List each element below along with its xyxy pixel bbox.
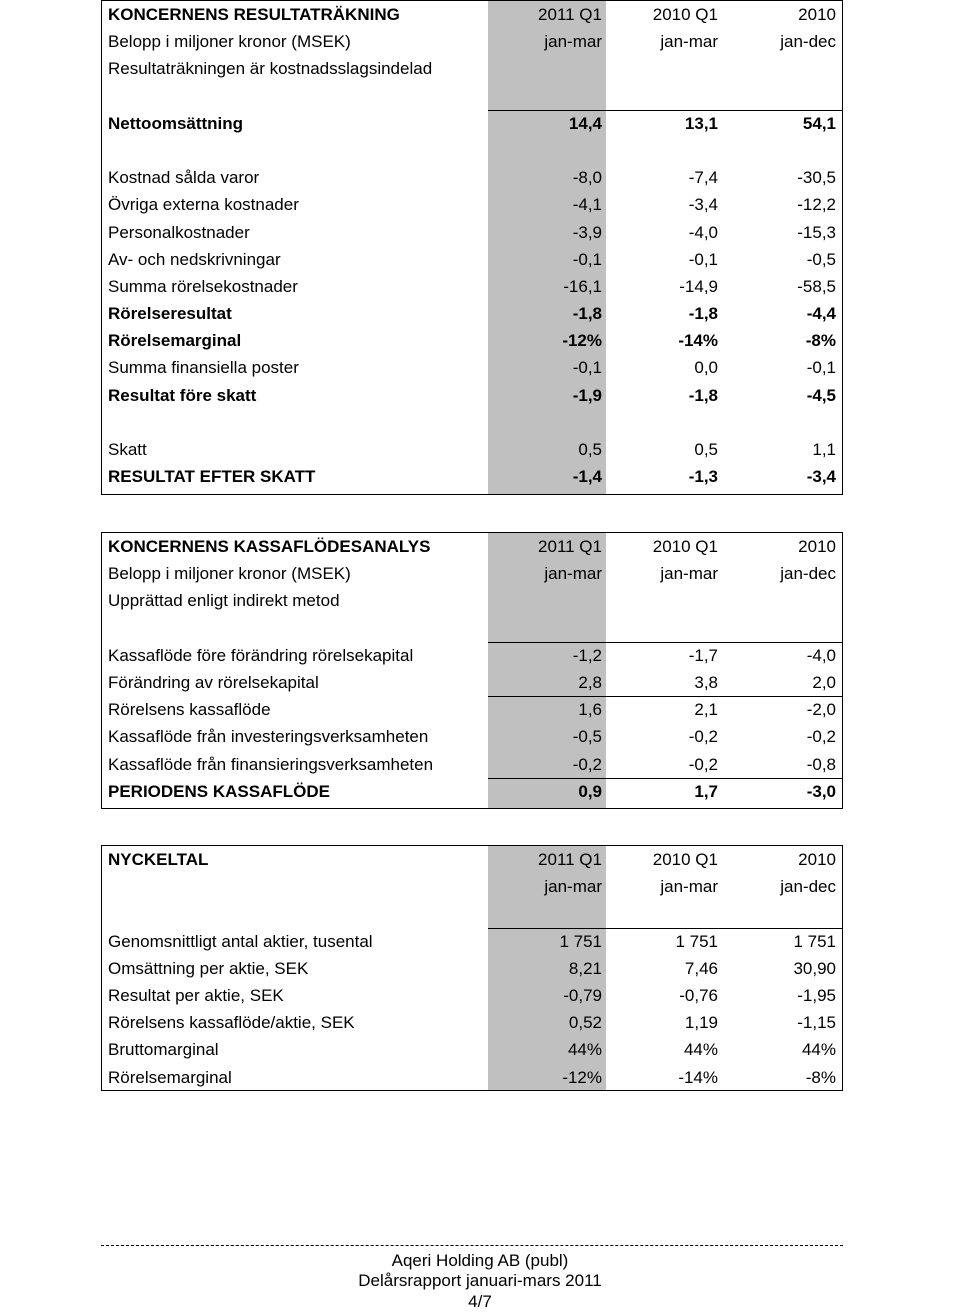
cell-value: 30,90 (793, 958, 836, 978)
column-header-prior: 2010 Q1 (652, 850, 718, 869)
table-note: Resultaträkningen är kostnadsslagsindelad (108, 59, 433, 79)
cell-value: 0,5 (578, 440, 602, 459)
cell-value: -12% (562, 1067, 602, 1087)
cell-value: -0,2 (688, 727, 718, 747)
row-label: Kassaflöde före förändring rörelsekapital (108, 645, 414, 665)
column-header-current: 2011 Q1 (538, 850, 602, 869)
cell-value: -4,5 (806, 385, 836, 405)
row-label: PERIODENS KASSAFLÖDE (108, 781, 330, 801)
table-row (102, 191, 842, 218)
cell-value: -0,1 (806, 358, 836, 378)
table-row (102, 436, 842, 463)
table-header-row (102, 28, 842, 55)
row-label: Rörelsemarginal (108, 1067, 232, 1087)
cell-value: -8,0 (572, 168, 602, 188)
period-label: jan-mar (544, 877, 602, 897)
table-title: KONCERNENS RESULTATRÄKNING (108, 5, 400, 24)
footer-divider (101, 1245, 843, 1246)
cell-value: -30,5 (797, 168, 836, 188)
cell-value: 13,1 (684, 113, 718, 133)
cell-value: -1,7 (688, 645, 718, 665)
cell-value: -8% (805, 1067, 836, 1087)
row-label: Bruttomarginal (108, 1040, 219, 1060)
cell-value: -16,1 (563, 276, 602, 296)
row-label: Av- och nedskrivningar (108, 249, 281, 269)
cell-value: 44% (683, 1040, 718, 1060)
period-label: jan-dec (780, 32, 836, 52)
cash-flow-table (101, 532, 843, 809)
period-label: jan-mar (660, 877, 718, 897)
cell-value: 2,1 (694, 700, 718, 720)
cell-value: 2,0 (812, 672, 836, 692)
cell-value: 0,5 (694, 440, 718, 459)
row-label: Resultat per aktie, SEK (108, 985, 284, 1005)
cell-value: -4,0 (688, 222, 718, 242)
cell-value: 0,9 (578, 781, 602, 801)
table-row (102, 778, 842, 805)
table-header-row (102, 587, 842, 614)
row-label: Summa finansiella poster (108, 358, 299, 378)
table-row (102, 642, 842, 669)
cell-value: 7,46 (684, 958, 718, 978)
table-row (102, 463, 842, 490)
cell-value: -12% (562, 331, 602, 351)
cell-value: -8% (805, 331, 836, 351)
table-header-row (102, 560, 842, 587)
cell-value: 2,8 (578, 672, 602, 692)
period-label: jan-dec (780, 877, 836, 897)
cell-value: -1,95 (797, 985, 836, 1005)
cell-value: -0,1 (572, 249, 602, 269)
table-row (102, 354, 842, 381)
cell-value: -15,3 (797, 222, 836, 242)
table-note: Upprättad enligt indirekt metod (108, 591, 340, 611)
cell-value: -3,0 (806, 781, 836, 801)
cell-value: -1,8 (572, 304, 602, 324)
cell-value: -58,5 (797, 276, 836, 296)
period-label: jan-mar (544, 564, 602, 584)
column-header-current: 2011 Q1 (538, 5, 602, 24)
table-row (102, 982, 842, 1009)
cell-value: -1,8 (688, 304, 718, 324)
cell-value: 0,52 (568, 1013, 602, 1033)
column-header-current: 2011 Q1 (538, 537, 602, 556)
cell-value: -0,79 (563, 985, 602, 1005)
table-row (102, 219, 842, 246)
table-title: NYCKELTAL (108, 850, 209, 869)
cell-value: -0,2 (572, 754, 602, 774)
cell-value: 44% (801, 1040, 836, 1060)
table-row (102, 723, 842, 750)
table-row (102, 327, 842, 354)
cell-value: 1,1 (812, 440, 836, 459)
cell-value: 3,8 (694, 672, 718, 692)
cell-value: 14,4 (568, 113, 602, 133)
cell-value: 0,0 (694, 358, 718, 378)
row-label: Genomsnittligt antal aktier, tusental (108, 931, 373, 951)
row-label: Kostnad sålda varor (108, 168, 260, 188)
table-row (102, 751, 842, 778)
cell-value: -0,5 (806, 249, 836, 269)
column-header-full-year: 2010 (798, 850, 836, 869)
cell-value: -0,1 (572, 358, 602, 378)
table-row (102, 110, 842, 137)
row-label: Övriga externa kostnader (108, 195, 299, 215)
column-header-full-year: 2010 (798, 537, 836, 556)
row-label: Nettoomsättning (108, 113, 244, 133)
row-label: Rörelseresultat (108, 304, 232, 324)
cell-value: 1,7 (694, 781, 718, 801)
table-row (102, 164, 842, 191)
cell-value: 1,19 (684, 1013, 718, 1033)
table-row (102, 246, 842, 273)
table-row (102, 273, 842, 300)
period-label: jan-mar (660, 564, 718, 584)
table-row (102, 696, 842, 723)
table-row (102, 669, 842, 696)
cell-value: -1,2 (572, 645, 602, 665)
cell-value: 44% (567, 1040, 602, 1060)
table-subtitle: Belopp i miljoner kronor (MSEK) (108, 32, 351, 52)
table-row (102, 300, 842, 327)
cell-value: -0,1 (688, 249, 718, 269)
cell-value: -3,4 (806, 467, 836, 487)
period-label: jan-mar (660, 32, 718, 52)
table-header-row (102, 846, 842, 873)
period-label: jan-dec (780, 564, 836, 584)
cell-value: -3,4 (688, 195, 718, 215)
column-header-prior: 2010 Q1 (652, 5, 718, 24)
row-label: Kassaflöde från finansieringsverksamheten (108, 754, 434, 774)
table-header-row (102, 533, 842, 560)
cell-value: -14% (678, 331, 718, 351)
table-row (102, 1009, 842, 1036)
cell-value: -0,2 (806, 727, 836, 747)
footer-report-title: Delårsrapport januari-mars 2011 (358, 1271, 602, 1290)
cell-value: 1 751 (559, 931, 602, 951)
cell-value: -0,2 (688, 754, 718, 774)
row-label: Omsättning per aktie, SEK (108, 958, 309, 978)
cell-value: -14% (678, 1067, 718, 1087)
row-label: Rörelsens kassaflöde (108, 700, 271, 720)
row-label: Skatt (108, 440, 147, 459)
row-label: Resultat före skatt (108, 385, 257, 405)
period-label: jan-mar (544, 32, 602, 52)
cell-value: -3,9 (572, 222, 602, 242)
row-label: Förändring av rörelsekapital (108, 672, 319, 692)
table-title: KONCERNENS KASSAFLÖDESANALYS (108, 537, 431, 556)
cell-value: -0,5 (572, 727, 602, 747)
cell-value: 1 751 (793, 931, 836, 951)
column-header-full-year: 2010 (798, 5, 836, 24)
cell-value: -7,4 (688, 168, 718, 188)
cell-value: -1,8 (688, 385, 718, 405)
cell-value: -1,3 (688, 467, 718, 487)
table-header-row (102, 1, 842, 28)
cell-value: 1 751 (675, 931, 718, 951)
table-row (102, 928, 842, 955)
income-statement-table (101, 0, 843, 495)
cell-value: -12,2 (797, 195, 836, 215)
row-label: RESULTAT EFTER SKATT (108, 467, 316, 487)
row-label: Rörelsemarginal (108, 331, 242, 351)
table-row (102, 382, 842, 409)
row-label: Kassaflöde från investeringsverksamheten (108, 727, 429, 747)
row-label: Rörelsens kassaflöde/aktie, SEK (108, 1013, 355, 1033)
cell-value: -4,0 (806, 645, 836, 665)
key-ratios-table (101, 845, 843, 1091)
cell-value: -1,15 (797, 1013, 836, 1033)
footer-company: Aqeri Holding AB (publ) (391, 1251, 569, 1270)
cell-value: -0,76 (679, 985, 718, 1005)
cell-value: 8,21 (568, 958, 602, 978)
table-header-row (102, 55, 842, 82)
cell-value: -1,4 (572, 467, 602, 487)
table-row (102, 955, 842, 982)
cell-value: -4,1 (572, 195, 602, 215)
cell-value: -14,9 (679, 276, 718, 296)
cell-value: 1,6 (578, 700, 602, 720)
page-number: 4/7 (468, 1292, 492, 1311)
cell-value: -1,9 (572, 385, 602, 405)
cell-value: 54,1 (802, 113, 836, 133)
cell-value: -0,8 (806, 754, 836, 774)
table-row (102, 1064, 842, 1091)
column-header-prior: 2010 Q1 (652, 537, 718, 556)
cell-value: -2,0 (806, 700, 836, 720)
table-header-row (102, 873, 842, 900)
table-row (102, 1036, 842, 1063)
cell-value: -4,4 (806, 304, 836, 324)
row-label: Personalkostnader (108, 222, 250, 242)
row-label: Summa rörelsekostnader (108, 276, 298, 296)
table-subtitle: Belopp i miljoner kronor (MSEK) (108, 564, 351, 584)
